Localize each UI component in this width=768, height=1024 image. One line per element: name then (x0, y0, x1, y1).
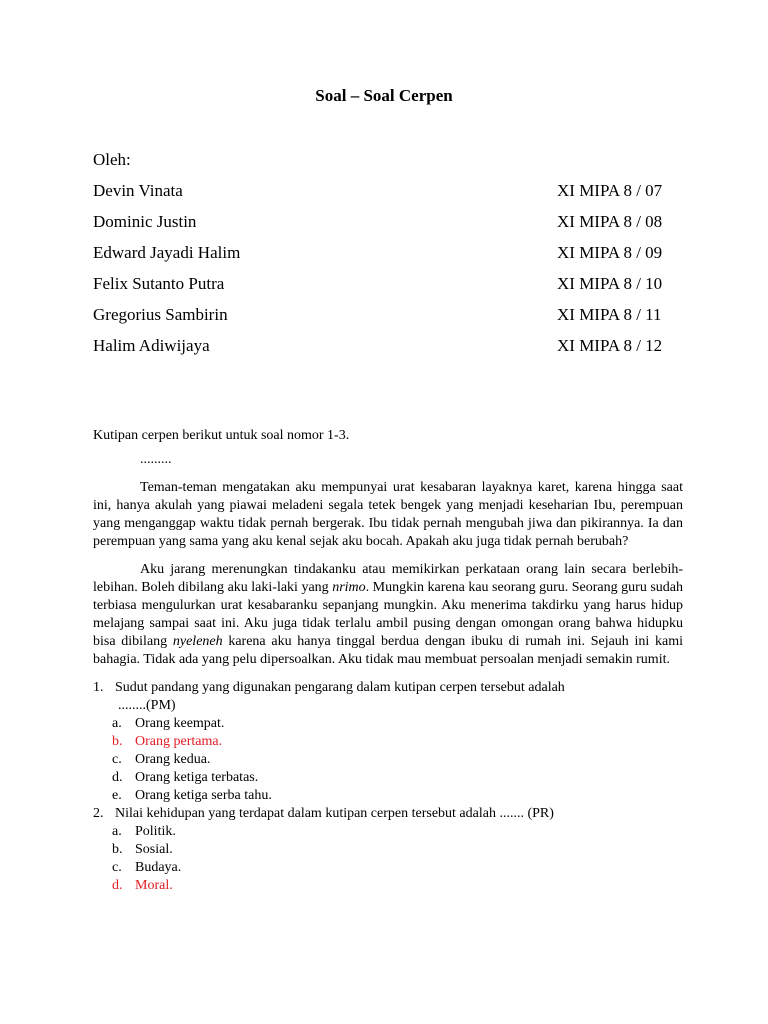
option-text: Sosial. (135, 842, 173, 857)
author-row (93, 334, 683, 365)
question-2 (93, 805, 683, 823)
answer-option-correct (93, 877, 683, 895)
author-row (93, 241, 683, 272)
question-text: Sudut pandang yang digunakan pengarang dalam kutipan cerpen tersebut adalah (115, 680, 565, 695)
excerpt-paragraph-1: Teman-teman mengatakan aku mempunyai urat kesabaran layaknya karet, karena hingga saat ini, hanya akulah yang piawai meladeni segala tetek bengek yang menjadi keseharian Ibu, perempuan yang menganggap waktu tidak pernah bergerak. Ibu tidak pernah mengubah jiwa dan pikirannya. Ia dan perempuan yang sama yang aku kenal sejak aku bocah. Apakah aku juga tidak pernah berubah? (93, 480, 683, 549)
answer-option (93, 769, 683, 787)
author-name: Felix Sutanto Putra (93, 274, 225, 293)
author-class: XI MIPA 8 / 08 (557, 212, 663, 231)
option-letter: a. (112, 824, 122, 839)
excerpt-intro: Kutipan cerpen berikut untuk soal nomor 1-3. (93, 428, 350, 443)
answer-options (93, 715, 683, 805)
option-text: Orang ketiga terbatas. (135, 770, 259, 785)
author-class: XI MIPA 8 / 12 (557, 336, 663, 355)
question-1 (93, 679, 683, 715)
option-text: Budaya. (135, 860, 182, 875)
option-text: Orang pertama. (135, 734, 223, 749)
option-text: Politik. (135, 824, 176, 839)
document-title: Soal – Soal Cerpen (315, 86, 453, 105)
author-name: Edward Jayadi Halim (93, 243, 241, 262)
answer-option-correct (93, 733, 683, 751)
option-text: Moral. (135, 878, 173, 893)
document-content (93, 427, 683, 895)
question-number: 1. (93, 680, 104, 695)
author-list (93, 148, 683, 365)
paragraph-text: karena aku hanya tinggal berdua dengan ibuku di rumah ini. Sejauh ini kami bahagia. Tidak ada yang pelu dipersoalkan. Aku tidak mau membuat persoalan menjadi semakin rumit. (93, 634, 684, 667)
option-text: Orang ketiga serba tahu. (135, 788, 272, 803)
author-class: XI MIPA 8 / 07 (557, 181, 663, 200)
option-letter: c. (112, 752, 122, 767)
question-text-continuation: ........(PM) (118, 698, 176, 713)
answer-option (93, 787, 683, 805)
author-class: XI MIPA 8 / 09 (557, 243, 663, 262)
answer-options (93, 823, 683, 895)
author-name: Devin Vinata (93, 181, 183, 200)
answer-option (93, 841, 683, 859)
excerpt-paragraph-2 (93, 561, 683, 669)
italic-term: nyeleneh (172, 634, 223, 649)
option-letter: a. (112, 716, 122, 731)
paragraph-text: Aku jarang merenungkan tindakanku atau memikirkan perkataan orang lain secara berlebih-lebihan. Boleh dibilang aku laki-laki yang (93, 562, 683, 595)
author-class: XI MIPA 8 / 10 (557, 274, 663, 293)
option-letter: c. (112, 860, 122, 875)
option-letter: e. (112, 788, 122, 803)
excerpt-ellipsis: ......... (140, 452, 172, 467)
option-letter: b. (112, 734, 123, 749)
by-label: Oleh: (93, 150, 131, 169)
option-text: Orang kedua. (135, 752, 211, 767)
answer-option (93, 715, 683, 733)
author-name: Dominic Justin (93, 212, 197, 231)
author-class: XI MIPA 8 / 11 (557, 305, 662, 324)
author-row (93, 303, 683, 334)
option-letter: d. (112, 878, 123, 893)
italic-term: nrimo (332, 580, 366, 595)
answer-option (93, 751, 683, 769)
option-text: Orang keempat. (135, 716, 225, 731)
question-text: Nilai kehidupan yang terdapat dalam kutipan cerpen tersebut adalah ....... (PR) (115, 806, 554, 821)
option-letter: b. (112, 842, 123, 857)
author-name: Halim Adiwijaya (93, 336, 210, 355)
question-number: 2. (93, 806, 104, 821)
author-row (93, 210, 683, 241)
option-letter: d. (112, 770, 123, 785)
answer-option (93, 859, 683, 877)
author-name: Gregorius Sambirin (93, 305, 228, 324)
author-row (93, 179, 683, 210)
answer-option (93, 823, 683, 841)
paragraph-text: . Mungkin karena kau seorang guru. Seorang guru sudah terbiasa mengulurkan urat kesabaranku sepanjang mungkin. Aku menerima takdirku yang harus hidup melajang sampai saat ini. Aku juga tidak terlalu ambil pusing dengan omongan orang bahwa hidupku bisa dibilang (93, 580, 683, 649)
author-row (93, 272, 683, 303)
